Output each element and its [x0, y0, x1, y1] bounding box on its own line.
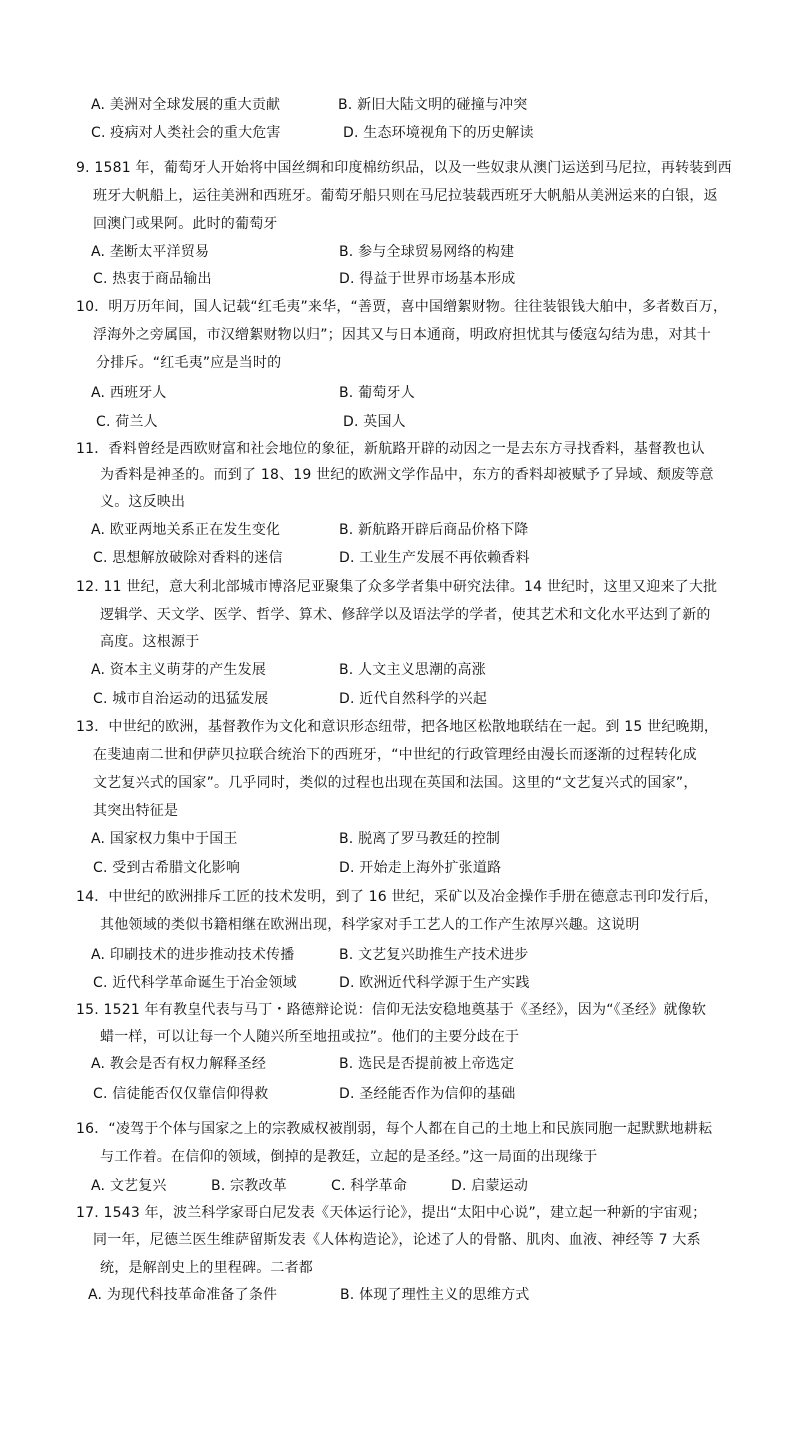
q14-stem-line2: 其他领域的类似书籍相继在欧洲出现，科学家对手工艺人的工作产生浓厚兴趣。这说明 [100, 917, 640, 933]
q14-stem-line1: 14．中世纪的欧洲排斥工匠的技术发明，到了 16 世纪，采矿以及冶金操作手册在德意志刊印发行后， [76, 889, 719, 905]
q13-stem-line3: 文艺复兴式的国家”。几乎同时，类似的过程也出现在英国和法国。这里的“文艺复兴式的国家”， [93, 775, 698, 791]
q14-option-d: D. 欧洲近代科学源于生产实践 [339, 975, 530, 991]
q10-stem-line3: 分排斥。“红毛夷”应是当时的 [96, 355, 282, 371]
q14-option-b: B. 文艺复兴助推生产技术进步 [339, 947, 529, 963]
q17-option-b: B. 体现了理性主义的思维方式 [340, 1287, 530, 1303]
q13-stem-line2: 在斐迪南二世和伊萨贝拉联合统治下的西班牙，“中世纪的行政管理经由漫长而逐渐的过程转化成 [93, 747, 697, 763]
q12-stem-line1: 12. 11 世纪，意大利北部城市博洛尼亚聚集了众多学者集中研究法律。14 世纪时，这里又迎来了大批 [76, 579, 718, 595]
q9-option-c: C. 热衷于商品输出 [93, 271, 212, 287]
q11-option-c: C. 思想解放破除对香料的迷信 [93, 550, 283, 566]
q16-stem-line2: 与工作着。在信仰的领域，倒掉的是教廷，立起的是圣经。”这一局面的出现缘于 [100, 1149, 598, 1165]
q15-option-d: D. 圣经能否作为信仰的基础 [339, 1086, 516, 1102]
q15-option-c: C. 信徒能否仅仅靠信仰得救 [93, 1086, 269, 1102]
q13-option-b: B. 脱离了罗马教廷的控制 [339, 831, 501, 847]
q16-option-d: D. 启蒙运动 [451, 1178, 529, 1194]
q13-option-d: D. 开始走上海外扩张道路 [339, 860, 502, 876]
q12-option-a: A. 资本主义萌芽的产生发展 [91, 662, 267, 678]
q10-option-b: B. 葡萄牙人 [339, 385, 415, 401]
q12-stem-line2: 逻辑学、天文学、医学、哲学、算术、修辞学以及语法学的学者，使其艺术和文化水平达到了新的 [100, 607, 711, 623]
q16-stem-line1: 16．“凌驾于个体与国家之上的宗教威权被削弱，每个人都在自己的土地上和民族同胞一起默默地耕耘 [76, 1121, 713, 1137]
q9-stem-line2: 班牙大帆船上，运往美洲和西班牙。葡萄牙船只则在马尼拉装载西班牙大帆船从美洲运来的白银，返 [93, 188, 718, 204]
q15-stem-line1: 15. 1521 年有教皇代表与马丁・路德辩论说：信仰无法安稳地奠基于《圣经》，因为“《圣经》就像软 [76, 1002, 707, 1018]
q16-option-a: A. 文艺复兴 [91, 1178, 167, 1194]
q15-stem-line2: 蜡一样，可以让每一个人随兴所至地扭或拉”。他们的主要分歧在于 [100, 1029, 520, 1045]
q8-option-d: D. 生态环境视角下的历史解读 [343, 125, 534, 141]
q17-stem-line1: 17. 1543 年，波兰科学家哥白尼发表《天体运行论》，提出“太阳中心说”，建立起一种新的宇宙观； [76, 1205, 707, 1221]
q14-option-c: C. 近代科学革命诞生于冶金领域 [93, 975, 297, 991]
q14-option-a: A. 印刷技术的进步推动技术传播 [91, 947, 295, 963]
q16-option-c: C. 科学革命 [331, 1178, 408, 1194]
q17-stem-line3: 统，是解剖史上的里程碑。二者都 [100, 1260, 313, 1276]
q13-stem-line1: 13．中世纪的欧洲，基督教作为文化和意识形态纽带，把各地区松散地联结在一起。到 15 世纪晚期， [76, 719, 719, 735]
q11-option-d: D. 工业生产发展不再依赖香料 [339, 550, 530, 566]
q11-stem-line1: 11．香料曾经是西欧财富和社会地位的象征，新航路开辟的动因之一是去东方寻找香料，基督教也认 [76, 441, 705, 457]
q11-stem-line3: 义。这反映出 [100, 494, 186, 510]
q9-stem-line3: 回澳门或果阿。此时的葡萄牙 [93, 216, 278, 232]
q11-option-b: B. 新航路开辟后商品价格下降 [339, 522, 529, 538]
q17-stem-line2: 同一年，尼德兰医生维萨留斯发表《人体构造论》，论述了人的骨骼、肌肉、血液、神经等 7 大系 [93, 1232, 701, 1248]
q9-option-b: B. 参与全球贸易网络的构建 [339, 244, 515, 260]
q11-option-a: A. 欧亚两地关系正在发生变化 [91, 522, 281, 538]
q11-stem-line2: 为香料是神圣的。而到了 18、19 世纪的欧洲文学作品中，东方的香料却被赋予了异域、颓废等意 [100, 467, 714, 483]
q15-option-b: B. 选民是否提前被上帝选定 [339, 1056, 515, 1072]
q12-stem-line3: 高度。这根源于 [100, 634, 200, 650]
q13-option-c: C. 受到古希腊文化影响 [93, 860, 241, 876]
q10-stem-line2: 浮海外之旁属国，市汉缯絮财物以归”；因其又与日本通商，明政府担忧其与倭寇勾结为患，对其十 [93, 327, 712, 343]
q13-option-a: A. 国家权力集中于国王 [91, 831, 238, 847]
q8-option-b: B. 新旧大陆文明的碰撞与冲突 [338, 97, 528, 113]
q9-option-d: D. 得益于世界市场基本形成 [339, 271, 516, 287]
q8-option-c: C. 疫病对人类社会的重大危害 [91, 125, 281, 141]
q15-option-a: A. 教会是否有权力解释圣经 [91, 1056, 267, 1072]
q16-option-b: B. 宗教改革 [211, 1178, 287, 1194]
q10-stem-line1: 10．明万历年间，国人记载“红毛夷”来华，“善贾，喜中国缯絮财物。往往装银钱大舶中，多者数百万， [76, 299, 728, 315]
q9-option-a: A. 垄断太平洋贸易 [91, 244, 210, 260]
q10-option-c: C. 荷兰人 [96, 414, 158, 430]
q13-stem-line4: 其突出特征是 [93, 803, 179, 819]
q10-option-d: D. 英国人 [343, 414, 406, 430]
q9-stem-line1: 9. 1581 年，葡萄牙人开始将中国丝绸和印度棉纺织品，以及一些奴隶从澳门运送到马尼拉，再转装到西 [76, 160, 732, 176]
q17-option-a: A. 为现代科技革命准备了条件 [88, 1287, 278, 1303]
q12-option-b: B. 人文主义思潮的高涨 [339, 662, 486, 678]
q12-option-c: C. 城市自治运动的迅猛发展 [93, 691, 269, 707]
q10-option-a: A. 西班牙人 [91, 385, 167, 401]
q8-option-a: A. 美洲对全球发展的重大贡献 [91, 97, 281, 113]
q12-option-d: D. 近代自然科学的兴起 [339, 691, 488, 707]
